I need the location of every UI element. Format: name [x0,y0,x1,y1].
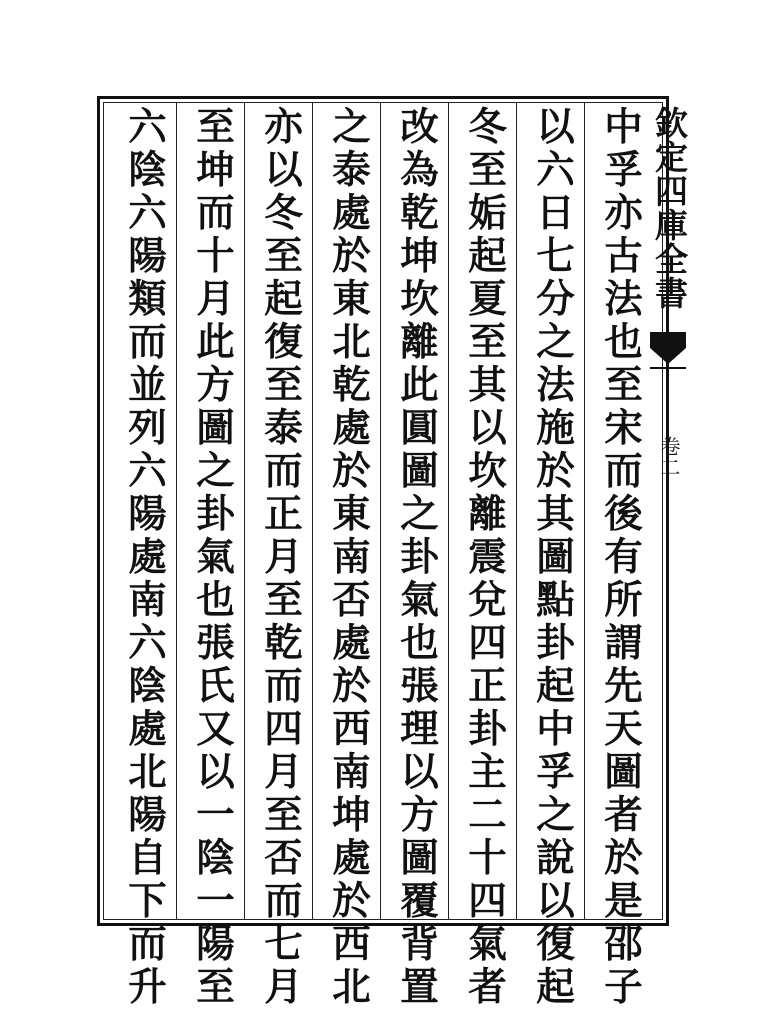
column-rule [584,102,585,920]
fish-tail-mark-icon [648,328,688,374]
column-rule [380,102,381,920]
text-column-8: 六陰六陽類而並列六陽處南六陰處北陽自下而升 [122,106,167,1009]
text-column-3: 冬至姤起夏至其以坎離震兌四正卦主二十四氣者 [462,106,507,1009]
column-rule [312,102,313,920]
column-rule [176,102,177,920]
text-column-1: 中孚亦古法也至宋而後有所謂先天圖者於是邵子 [598,106,643,1009]
text-column-2: 以六日七分之法施於其圖點卦起中孚之說以復起 [530,106,575,1009]
text-column-6: 亦以冬至起復至泰而正月至乾而四月至否而七月 [258,106,303,1009]
center-margin [646,96,692,926]
column-rule [244,102,245,920]
book-title: 欽定四庫全書 [650,106,689,310]
text-column-7: 至坤而十月此方圖之卦氣也張氏又以一陰一陽至 [190,106,235,1009]
column-rule [448,102,449,920]
text-column-5: 之泰處於東北乾處於東南否處於西南坤處於西北 [326,106,371,1009]
column-rule [516,102,517,920]
volume-label: 卷二 [657,436,681,478]
text-column-4: 改為乾坤坎離此圓圖之卦氣也張理以方圖覆背置 [394,106,439,1009]
